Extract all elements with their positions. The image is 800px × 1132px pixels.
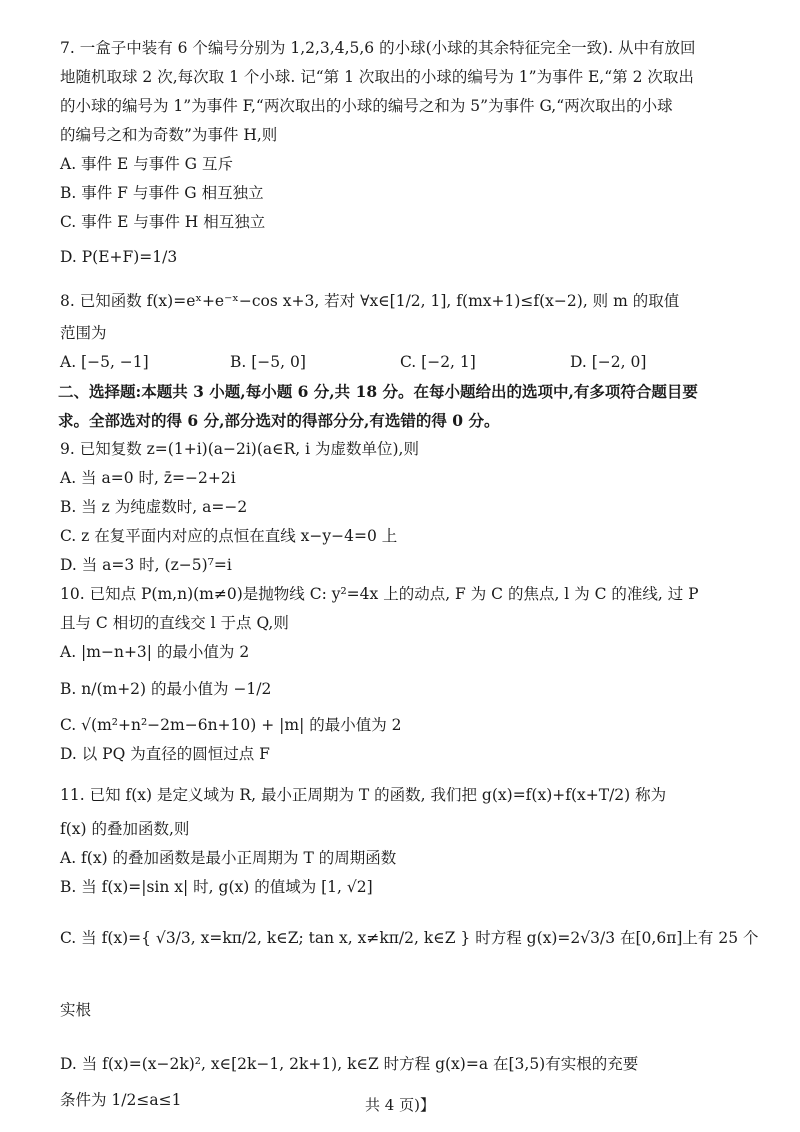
question-line: 7. 一盒子中装有 6 个编号分别为 1,2,3,4,5,6 的小球(小球的其余特征完全一致). 从中有放回	[60, 39, 696, 57]
question-line: f(x) 的叠加函数,则	[60, 820, 190, 838]
option-c: C. z 在复平面内对应的点恒在直线 x−y−4=0 上	[60, 527, 398, 545]
option-b: B. 当 z 为纯虚数时, a=−2	[60, 498, 248, 516]
option-a: A. 事件 E 与事件 G 互斥	[60, 155, 233, 173]
section-line: 求。全部选对的得 6 分,部分选对的得部分分,有选错的得 0 分。	[58, 411, 500, 430]
question-line: 且与 C 相切的直线交 l 于点 Q,则	[60, 614, 289, 632]
option-a: A. [−5, −1]	[60, 353, 149, 371]
question-line: 9. 已知复数 z=(1+i)(a−2i)(a∈R, i 为虚数单位),则	[60, 440, 419, 458]
question-7	[60, 34, 760, 277]
question-line: 地随机取球 2 次,每次取 1 个小球. 记“第 1 次取出的小球的编号为 1”为事件 E,“第 2 次取出	[60, 68, 694, 86]
question-8	[60, 283, 760, 377]
option-a: A. f(x) 的叠加函数是最小正周期为 T 的周期函数	[60, 849, 397, 867]
option-b: B. 事件 F 与事件 G 相互独立	[60, 184, 264, 202]
option-a: A. 当 a=0 时, z̄=−2+2i	[60, 469, 236, 487]
option-d: D. 以 PQ 为直径的圆恒过点 F	[60, 745, 270, 763]
option-a: A. |m−n+3| 的最小值为 2	[60, 643, 250, 661]
option-d: D. 当 a=3 时, (z−5)⁷=i	[60, 556, 232, 574]
question-11	[60, 775, 760, 1118]
page-footer: 共 4 页)】	[365, 1096, 435, 1114]
question-line: 的小球的编号为 1”为事件 F,“两次取出的小球的编号之和为 5”为事件 G,“两次取出的小球	[60, 97, 673, 115]
question-line: 10. 已知点 P(m,n)(m≠0)是抛物线 C: y²=4x 上的动点, F 为 C 的焦点, l 为 C 的准线, 过 P	[60, 585, 699, 603]
option-c: C. 当 f(x)={ √3/3, x=kπ/2, k∈Z; tan x, x≠kπ/2, k∈Z } 时方程 g(x)=2√3/3 在[0,6π]上有 25 个实根	[60, 929, 759, 1019]
options-row	[60, 348, 760, 377]
option-b: B. [−5, 0]	[230, 353, 306, 371]
option-c: C. 事件 E 与事件 H 相互独立	[60, 213, 266, 231]
section-heading	[58, 377, 760, 435]
option-d: D. P(E+F)=1/3	[60, 248, 178, 266]
section-line: 二、选择题:本题共 3 小题,每小题 6 分,共 18 分。在每小题给出的选项中,有多项符合题目要	[58, 382, 698, 401]
option-b: B. 当 f(x)=|sin x| 时, g(x) 的值域为 [1, √2]	[60, 878, 373, 896]
question-line: 8. 已知函数 f(x)=eˣ+e⁻ˣ−cos x+3, 若对 ∀x∈[1/2, 1], f(mx+1)≤f(x−2), 则 m 的取值	[60, 292, 680, 310]
question-line: 11. 已知 f(x) 是定义域为 R, 最小正周期为 T 的函数, 我们把 g(x)=f(x)+f(x+T/2) 称为	[60, 786, 667, 804]
option-d: D. [−2, 0]	[570, 353, 647, 371]
option-d: D. 当 f(x)=(x−2k)², x∈[2k−1, 2k+1), k∈Z 时方程 g(x)=a 在[3,5)有实根的充要	[60, 1055, 639, 1073]
option-c: C. [−2, 1]	[400, 353, 476, 371]
question-10	[60, 580, 760, 769]
option-b: B. n/(m+2) 的最小值为 −1/2	[60, 680, 272, 698]
question-9	[60, 435, 760, 580]
question-line: 范围为	[60, 324, 107, 342]
option-d-continued: 条件为 1/2≤a≤1	[60, 1091, 182, 1109]
question-line: 的编号之和为奇数”为事件 H,则	[60, 126, 278, 144]
option-c: C. √(m²+n²−2m−6n+10) + |m| 的最小值为 2	[60, 716, 402, 734]
